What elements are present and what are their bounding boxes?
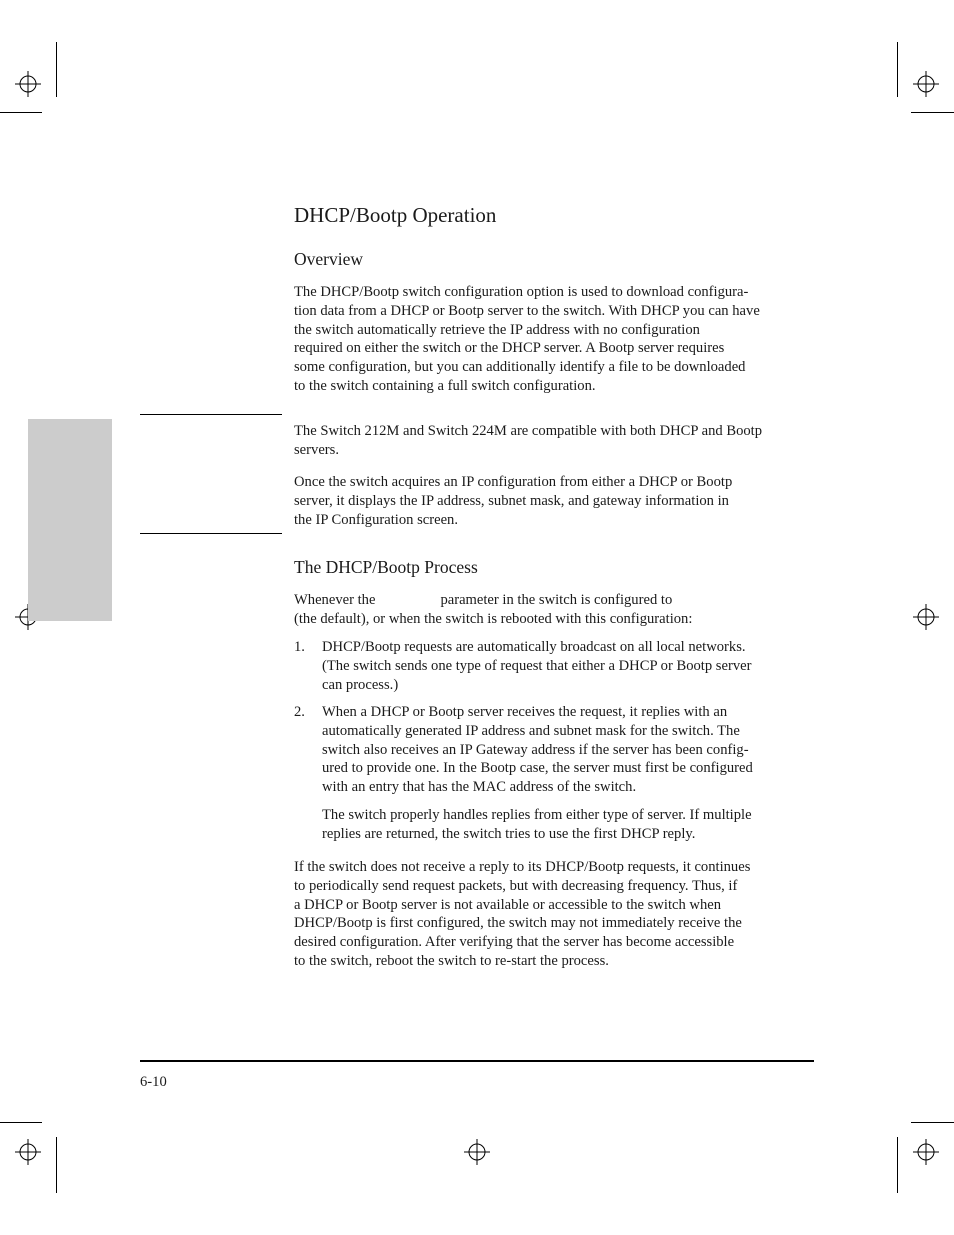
crop-mark	[56, 42, 57, 97]
overview-paragraph	[294, 283, 824, 396]
crop-mark	[911, 1122, 954, 1123]
text-line: a DHCP or Bootp server is not available or accessible to the switch when	[294, 896, 722, 913]
page-number: 6-10	[140, 1074, 167, 1090]
crop-mark	[897, 1137, 898, 1193]
step-1	[322, 638, 822, 694]
text-line: to periodically send request packets, but with decreasing frequency. Thus, if	[294, 877, 738, 894]
crop-mark	[897, 42, 898, 97]
text-line: ured to provide one. In the Bootp case, the server must first be configured	[322, 760, 753, 777]
step-number: 2.	[294, 704, 305, 720]
registration-mark-icon	[913, 604, 939, 630]
text-line	[294, 591, 824, 610]
text-line: required on either the switch or the DHCP server. A Bootp server requires	[294, 340, 725, 357]
text-line: replies are returned, the switch tries to use the first DHCP reply.	[322, 825, 696, 842]
text-line: (the default), or when the switch is rebooted with this configuration:	[294, 610, 693, 627]
footer-rule	[140, 1060, 814, 1062]
text-line: servers.	[294, 441, 339, 458]
chapter-tab	[28, 419, 112, 621]
registration-mark-icon	[464, 1139, 490, 1165]
text-line: Once the switch acquires an IP configuration from either a DHCP or Bootp	[294, 474, 733, 490]
page-title: DHCP/Bootp Operation	[294, 203, 497, 227]
process-intro	[294, 591, 824, 629]
registration-mark-icon	[913, 71, 939, 97]
crop-mark	[0, 112, 42, 113]
text-line: the switch automatically retrieve the IP address with no configuration	[294, 321, 700, 338]
text-line: The DHCP/Bootp switch configuration option is used to download configura-	[294, 284, 749, 300]
text-line: DHCP/Bootp requests are automatically broadcast on all local networks.	[322, 639, 746, 655]
crop-mark	[56, 1137, 57, 1193]
note-paragraph-2	[294, 473, 824, 529]
crop-mark	[0, 1122, 42, 1123]
step-2	[322, 703, 822, 797]
note-paragraph-1	[294, 422, 824, 460]
step-number: 1.	[294, 639, 305, 655]
text-line: some configuration, but you can additionally identify a file to be downloaded	[294, 359, 746, 375]
registration-mark-icon	[913, 1139, 939, 1165]
note-top-rule	[140, 414, 282, 415]
text-line: The Switch 212M and Switch 224M are compatible with both DHCP and Bootp	[294, 423, 763, 439]
text-line: If the switch does not receive a reply to its DHCP/Bootp requests, it continues	[294, 859, 751, 875]
text-line: can process.)	[322, 676, 399, 693]
intro-part-1: Whenever the	[294, 592, 376, 608]
intro-part-2: parameter in the switch is configured to	[440, 592, 673, 608]
crop-mark	[911, 112, 954, 113]
step-2-followup	[322, 806, 822, 844]
text-line: with an entry that has the MAC address of the switch.	[322, 779, 637, 795]
text-line: switch also receives an IP Gateway address if the server has been config-	[322, 741, 749, 758]
text-line: the IP Configuration screen.	[294, 511, 459, 528]
text-line: to the switch, reboot the switch to re-start the process.	[294, 952, 609, 969]
text-line: server, it displays the IP address, subnet mask, and gateway information in	[294, 492, 729, 509]
text-line: to the switch containing a full switch configuration.	[294, 377, 596, 394]
process-heading: The DHCP/Bootp Process	[294, 557, 478, 577]
note-bottom-rule	[140, 533, 282, 534]
text-line: (The switch sends one type of request that either a DHCP or Bootp server	[322, 657, 752, 674]
closing-paragraph	[294, 858, 824, 971]
registration-mark-icon	[15, 71, 41, 97]
registration-mark-icon	[15, 1139, 41, 1165]
overview-heading: Overview	[294, 249, 364, 269]
text-line: DHCP/Bootp is first configured, the switch may not immediately receive the	[294, 915, 742, 932]
text-line: desired configuration. After verifying that the server has become accessible	[294, 934, 735, 950]
text-line: tion data from a DHCP or Bootp server to the switch. With DHCP you can have	[294, 302, 760, 319]
text-line: automatically generated IP address and subnet mask for the switch. The	[322, 722, 740, 739]
text-line: When a DHCP or Bootp server receives the request, it replies with an	[322, 704, 728, 720]
text-line: The switch properly handles replies from either type of server. If multiple	[322, 807, 752, 823]
